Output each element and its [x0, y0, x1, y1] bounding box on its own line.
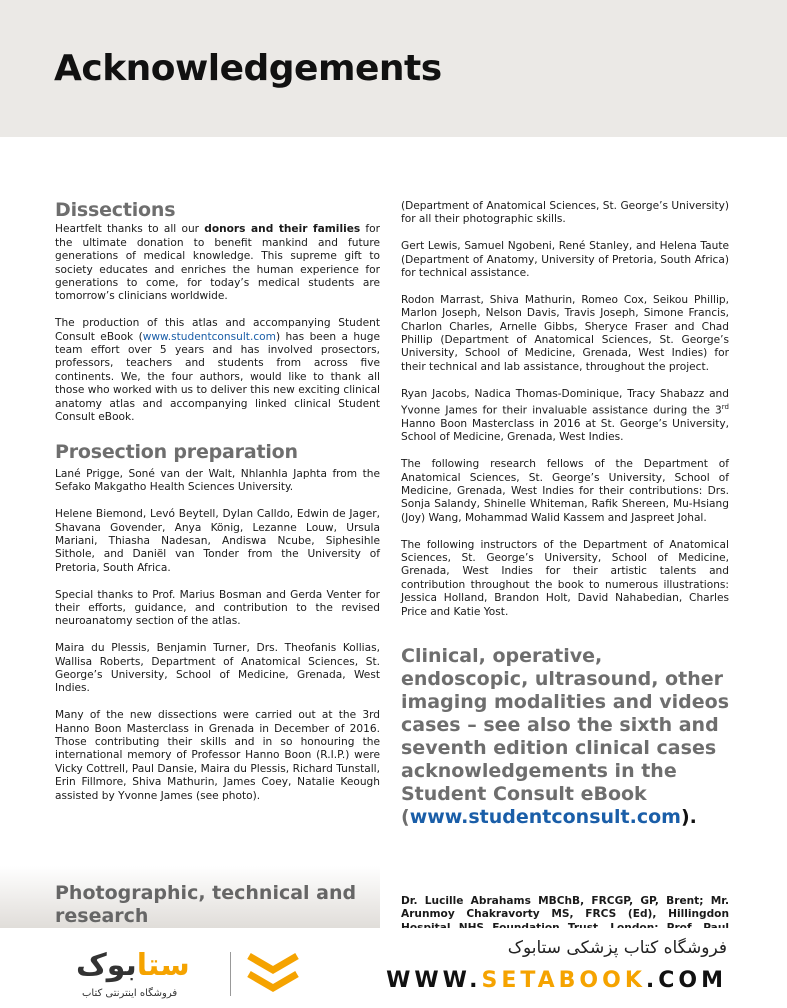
paragraph: (Department of Anatomical Sciences, St. George’s University) for all their photographic skills.	[401, 200, 729, 226]
paragraph: Rodon Marrast, Shiva Mathurin, Romeo Cox, Seikou Phillip, Marlon Joseph, Nelson Davis, Travis Joseph, Simone Francis, Charlon Charles, Arnelle Gibbs, Sheryce Fraser and Chad Phillip (Department of Anatomical Sciences, St. George’s University, School of Medicine, Grenada, West Indies) for their technical and lab assistance, throughout the project.	[401, 293, 729, 373]
callout	[401, 645, 729, 829]
paragraph	[401, 388, 729, 445]
right-column	[401, 200, 729, 835]
text: Dr. Lucille Abrahams MBChB, FRCGP, GP, Brent; Mr. Arunmoy Chakravorty MS, FRCS (Ed), Hillingdon	[401, 895, 729, 921]
left-column	[55, 200, 380, 803]
paragraph	[55, 317, 380, 424]
callout-end: ).	[680, 806, 697, 829]
section-heading-prosection: Prosection preparation	[55, 441, 298, 464]
callout-text: Clinical, operative, endoscopic, ultrasound, other imaging modalities and videos cases – see also the sixth and seventh edition clinical cases acknowledgements in the Student Consult eBook (	[401, 645, 730, 829]
shop-name: فروشگاه کتاب پزشکی ستابوک	[507, 938, 727, 958]
text: Ryan Jacobs, Nadica Thomas-Dominique, Tracy Shabazz and Yvonne James for their invaluable assistance during the 3	[401, 387, 729, 417]
paragraph: Many of the new dissections were carried out at the 3rd Hanno Boon Masterclass in Grenada in December of 2016. Those contributing their skills and in so honouring the international memory of Professor Hanno Boon (R.I.P.) were Vicky Cottrell, Paul Dansie, Maira du Plessis, Richard Tunstall, Erin Fillmore, Shiva Mathurin, James Coey, Natalie Keough assisted by Yvonne James (see photo).	[55, 709, 380, 802]
section-heading-dissections: Dissections	[55, 199, 176, 221]
chevron-logo-icon	[243, 948, 303, 998]
footer-banner	[0, 928, 787, 1008]
text: The production of this atlas and accompanying Student Consult eBook (	[55, 317, 380, 343]
paragraph: Lané Prigge, Soné van der Walt, Nhlanhla Japhta from the Sefako Makgatho Health Sciences University.	[55, 467, 380, 494]
text: for the ultimate donation to benefit mankind and future generations of medical knowledge. This supreme gift to society educates and enriches the human experience for generations to come, for today’s medical students are tomorrow’s clinicians worldwide.	[55, 223, 380, 303]
logo-subtitle: فروشگاه اینترنتی کتاب	[82, 988, 178, 999]
clipped-paragraph	[401, 895, 729, 929]
studentconsult-link[interactable]: www.studentconsult.com	[142, 330, 276, 343]
section-heading-photographic: Photographic, technical and research	[55, 882, 357, 927]
divider	[230, 952, 231, 996]
superscript: rd	[721, 403, 729, 412]
text: ) has been a huge team effort over 5 years and has involved prosectors, professors, teachers and students from across five continents. We, the four authors, would like to thank all those who worked with us to deliver this new exciting clinical anatomy atlas and accompanying linked clinical Student Consult eBook.	[55, 330, 380, 424]
setabook-logo	[62, 946, 222, 1006]
callout-link[interactable]: www.studentconsult.com	[409, 806, 681, 829]
shop-url[interactable]: WWW.SETABOOK.COM	[386, 968, 727, 993]
paragraph	[55, 223, 380, 303]
paragraph: Gert Lewis, Samuel Ngobeni, René Stanley, and Helena Taute (Department of Anatomy, University of Pretoria, South Africa) for technical assistance.	[401, 240, 729, 280]
text: Heartfelt thanks to all our	[55, 223, 205, 236]
paragraph: Special thanks to Prof. Marius Bosman and Gerda Venter for their efforts, guidance, and contribution to the revised neuroanatomy section of the atlas.	[55, 588, 380, 628]
paragraph: Helene Biemond, Levó Beytell, Dylan Calldo, Edwin de Jager, Shavana Govender, Anya König, Lezanne Louw, Ursula Mariani, Thiasha Nadesan, Andiswa Ncube, Siphesihle Sithole, and Daniël van Tonder from the University of Pretoria, South Africa.	[55, 508, 380, 574]
text: Hanno Boon Masterclass in 2016 at St. George’s University, School of Medicine, Grenada, West Indies.	[401, 417, 729, 444]
bold-text: donors and their families	[204, 223, 361, 236]
paragraph: The following instructors of the Department of Anatomical Sciences, St. George’s University, School of Medicine, Grenada, West Indies for their artistic talents and contribution throughout the book to numerous illustrations: Jessica Holland, Brandon Holt, David Nahabedian, Charles Price and Katie Yost.	[401, 538, 729, 618]
logo-wordmark: ستابوک	[76, 948, 190, 983]
paragraph: Maira du Plessis, Benjamin Turner, Drs. Theofanis Kollias, Wallisa Roberts, Department of Anatomical Sciences, St. George’s University, School of Medicine, Grenada, West Indies.	[55, 642, 380, 695]
page-title: Acknowledgements	[54, 48, 442, 89]
paragraph: The following research fellows of the Department of Anatomical Sciences, St. George’s University, School of Medicine, Grenada, West Indies for their contributions: Drs. Sonja Salandy, Shinelle Whiteman, Rafik Shereen, Mu-Hsiang (Joy) Wang, Mohammad Walid Kassem and Jaspreet Johal.	[401, 458, 729, 524]
